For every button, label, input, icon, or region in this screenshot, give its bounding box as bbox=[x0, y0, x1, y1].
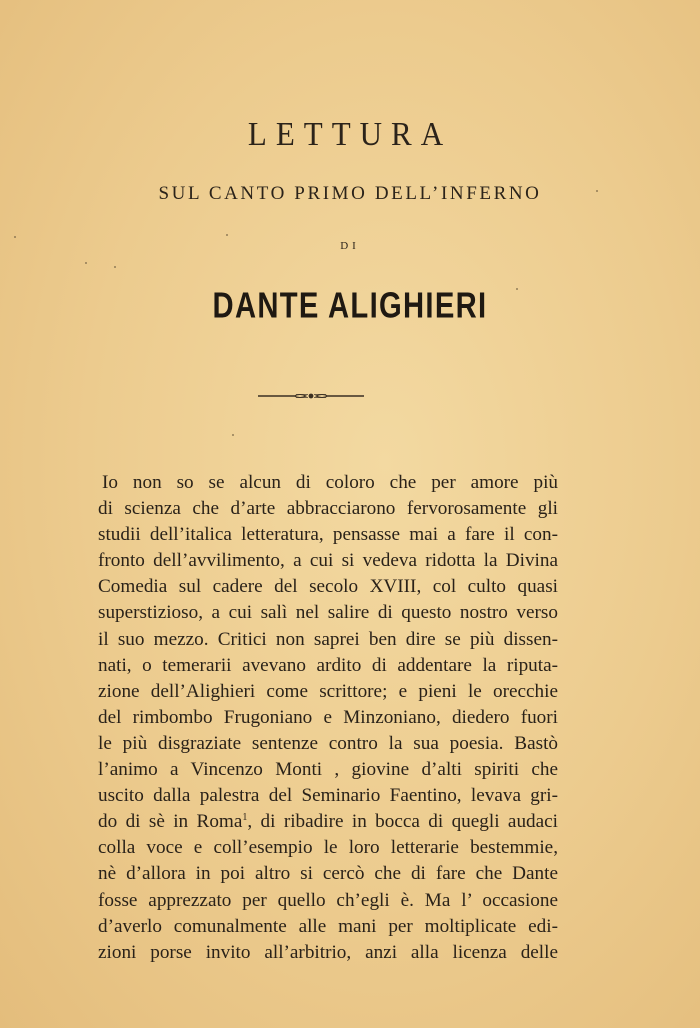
text-line-with-footnote bbox=[98, 809, 558, 835]
text-line: le più disgraziate sentenze contro la sua poesia. Bastò bbox=[98, 732, 558, 754]
text-line: superstizioso, a cui salì nel salire di questo nostro verso bbox=[98, 602, 558, 624]
footnote-marker[interactable]: 1 bbox=[242, 812, 248, 824]
text-line: zione dell’Alighieri come scrittore; e pieni le orecchie bbox=[98, 680, 558, 702]
text-line: Comedia sul cadere del secolo XVIII, col culto quasi bbox=[98, 576, 558, 598]
text-fragment: do di sè in Roma bbox=[98, 811, 243, 833]
text-line: nè d’allora in poi altro si cercò che di fare che Dante bbox=[98, 863, 558, 885]
text-line: fosse apprezzato per quello ch’egli è. Ma l’ occasione bbox=[98, 889, 558, 911]
body-paragraph bbox=[98, 470, 558, 966]
paper-speck bbox=[226, 234, 228, 236]
text-line: nati, o temerarii avevano ardito di addentare la riputa- bbox=[98, 654, 558, 676]
text-fragment: , di ribadire in bocca di quegli audaci bbox=[247, 811, 558, 833]
paper-speck bbox=[14, 236, 16, 238]
text-line: studii dell’italica letteratura, pensasse mai a fare il con- bbox=[98, 524, 558, 546]
page-subtitle: SUL CANTO PRIMO DELL’INFERNO bbox=[158, 183, 542, 204]
title-connector: DI bbox=[340, 240, 360, 252]
paper-speck bbox=[232, 434, 234, 436]
decorative-rule-icon bbox=[256, 389, 366, 403]
text-line: uscito dalla palestra del Seminario Faentino, levava gri- bbox=[98, 785, 558, 807]
text-line: zioni porse invito all’arbitrio, anzi alla licenza delle bbox=[98, 941, 558, 963]
text-line: fronto dell’avvilimento, a cui si vedeva ridotta la Divina bbox=[98, 550, 558, 572]
text-line: Io non so se alcun di coloro che per amore più bbox=[102, 472, 558, 493]
text-line: di scienza che d’arte abbracciarono fervorosamente gli bbox=[98, 498, 558, 520]
paper-speck bbox=[114, 266, 116, 268]
text-line: il suo mezzo. Critici non saprei ben dire se più dissen- bbox=[98, 628, 558, 650]
paper-speck bbox=[85, 262, 87, 264]
page-title: LETTURA bbox=[247, 114, 453, 153]
text-line: del rimbombo Frugoniano e Minzoniano, diedero fuori bbox=[98, 706, 558, 728]
author-name: DANTE ALIGHIERI bbox=[212, 286, 488, 326]
text-line: d’averlo comunalmente alle mani per moltiplicate edi- bbox=[98, 915, 558, 937]
text-line: l’animo a Vincenzo Monti , giovine d’alti spiriti che bbox=[98, 759, 558, 781]
text-line: colla voce e coll’esempio le loro letterarie bestemmie, bbox=[98, 837, 558, 859]
